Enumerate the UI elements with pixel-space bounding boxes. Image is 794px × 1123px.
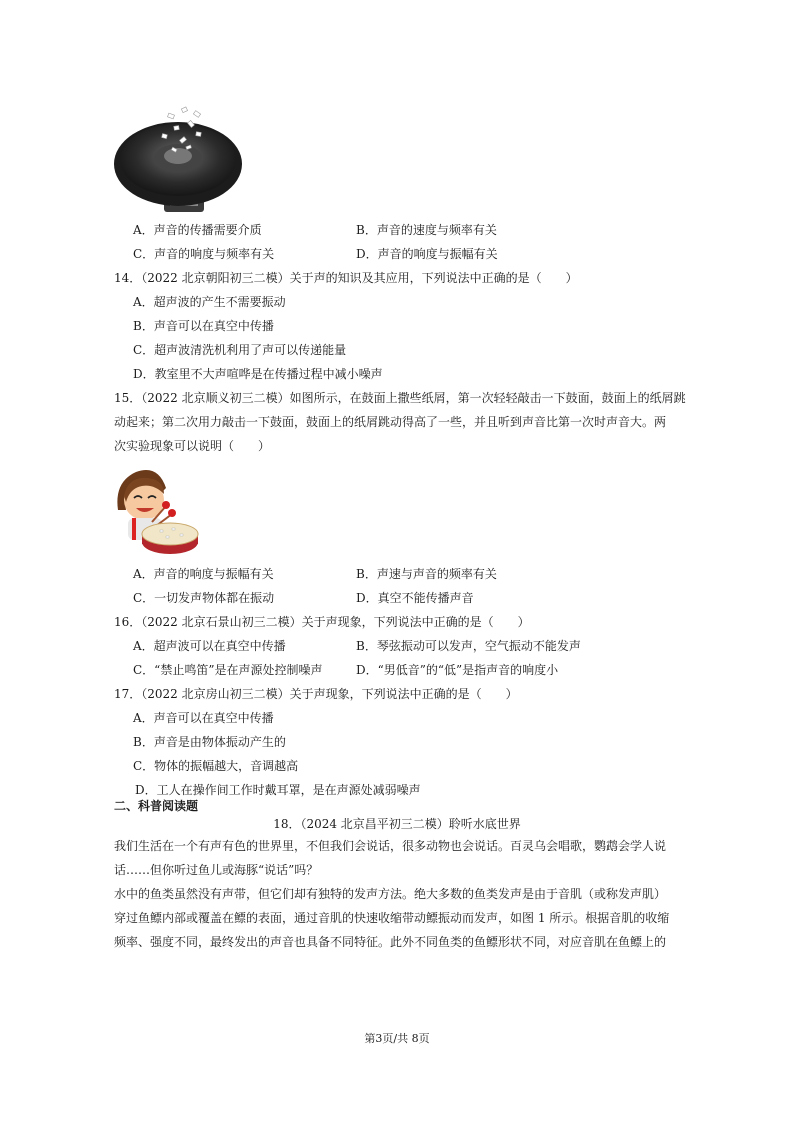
section-heading: 二、科普阅读题: [114, 799, 199, 813]
paragraph-2-line2: 穿过鱼鳔内部或覆盖在鳔的表面，通过音肌的快速收缩带动鳔振动而发声，如图 1 所示。根据音肌的收缩: [114, 911, 670, 925]
q13-option-d: D．声音的响度与振幅有关: [356, 247, 498, 261]
q14-option-c: C．超声波清洗机利用了声可以传递能量: [133, 343, 347, 357]
q15-stem-line1: 15．（2022 北京顺义初三二模）如图所示，在鼓面上撒些纸屑，第一次轻轻敲击一下鼓面，鼓面上的纸屑跳: [114, 391, 686, 405]
paragraph-2-line1: 水中的鱼类虽然没有声带，但它们却有独特的发声方法。绝大多数的鱼类发声是由于音肌（或称发声肌）: [114, 887, 667, 901]
q13-option-a: A．声音的传播需要介质: [133, 223, 262, 237]
q18-title: 18．（2024 北京昌平初三二模）聆听水底世界: [273, 817, 521, 831]
q14-option-a: A．超声波的产生不需要振动: [133, 295, 286, 309]
q16-option-d: D．“男低音”的“低”是指声音的响度小: [356, 663, 559, 677]
q17-option-c: C．物体的振幅越大，音调越高: [133, 759, 299, 773]
q15-stem-line2: 动起来；第二次用力敲击一下鼓面，鼓面上的纸屑跳动得高了一些，并且听到声音比第一次时声音大。两: [114, 415, 667, 429]
q15-option-d: D．真空不能传播声音: [356, 591, 474, 605]
q17-option-b: B．声音是由物体振动产生的: [133, 735, 286, 749]
q17-option-d: D．工人在操作间工作时戴耳罩，是在声源处减弱噪声: [135, 783, 421, 797]
q14-stem: 14．（2022 北京朝阳初三二模）关于声的知识及其应用，下列说法中正确的是（ ）: [114, 271, 578, 285]
q13-option-c: C．声音的响度与频率有关: [133, 247, 275, 261]
paragraph-1-line1: 我们生活在一个有声有色的世界里，不但我们会说话，很多动物也会说话。百灵乌会唱歌，鹦鹉会学人说: [114, 839, 667, 853]
q14-option-b: B．声音可以在真空中传播: [133, 319, 274, 333]
q17-option-a: A．声音可以在真空中传播: [133, 711, 274, 725]
paragraph-2-line3: 频率、强度不同，最终发出的声音也具备不同特征。此外不同鱼类的鱼鳔形状不同，对应音肌在鱼鳔上的: [114, 935, 667, 949]
q16-stem: 16．（2022 北京石景山初三二模）关于声现象，下列说法中正确的是（ ）: [114, 615, 530, 629]
q15-option-b: B．声速与声音的频率有关: [356, 567, 497, 581]
page-number: 第3页/共 8页: [364, 1032, 430, 1045]
q17-stem: 17．（2022 北京房山初三二模）关于声现象，下列说法中正确的是（ ）: [114, 687, 518, 701]
q15-stem-line3: 次实验现象可以说明（ ）: [114, 439, 271, 453]
q16-option-a: A．超声波可以在真空中传播: [133, 639, 286, 653]
q14-option-d: D．教室里不大声喧哗是在传播过程中减小噪声: [133, 367, 383, 381]
speaker-figure: [112, 104, 242, 216]
paragraph-1-line2: 话……但你听过鱼儿或海豚“说话”吗？: [114, 863, 319, 877]
drum-boy-figure: [108, 462, 200, 558]
q16-option-b: B．琴弦振动可以发声，空气振动不能发声: [356, 639, 581, 653]
q16-option-c: C．“禁止鸣笛”是在声源处控制噪声: [133, 663, 323, 677]
q13-option-b: B．声音的速度与频率有关: [356, 223, 497, 237]
q15-option-a: A．声音的响度与振幅有关: [133, 567, 274, 581]
q15-option-c: C．一切发声物体都在振动: [133, 591, 275, 605]
